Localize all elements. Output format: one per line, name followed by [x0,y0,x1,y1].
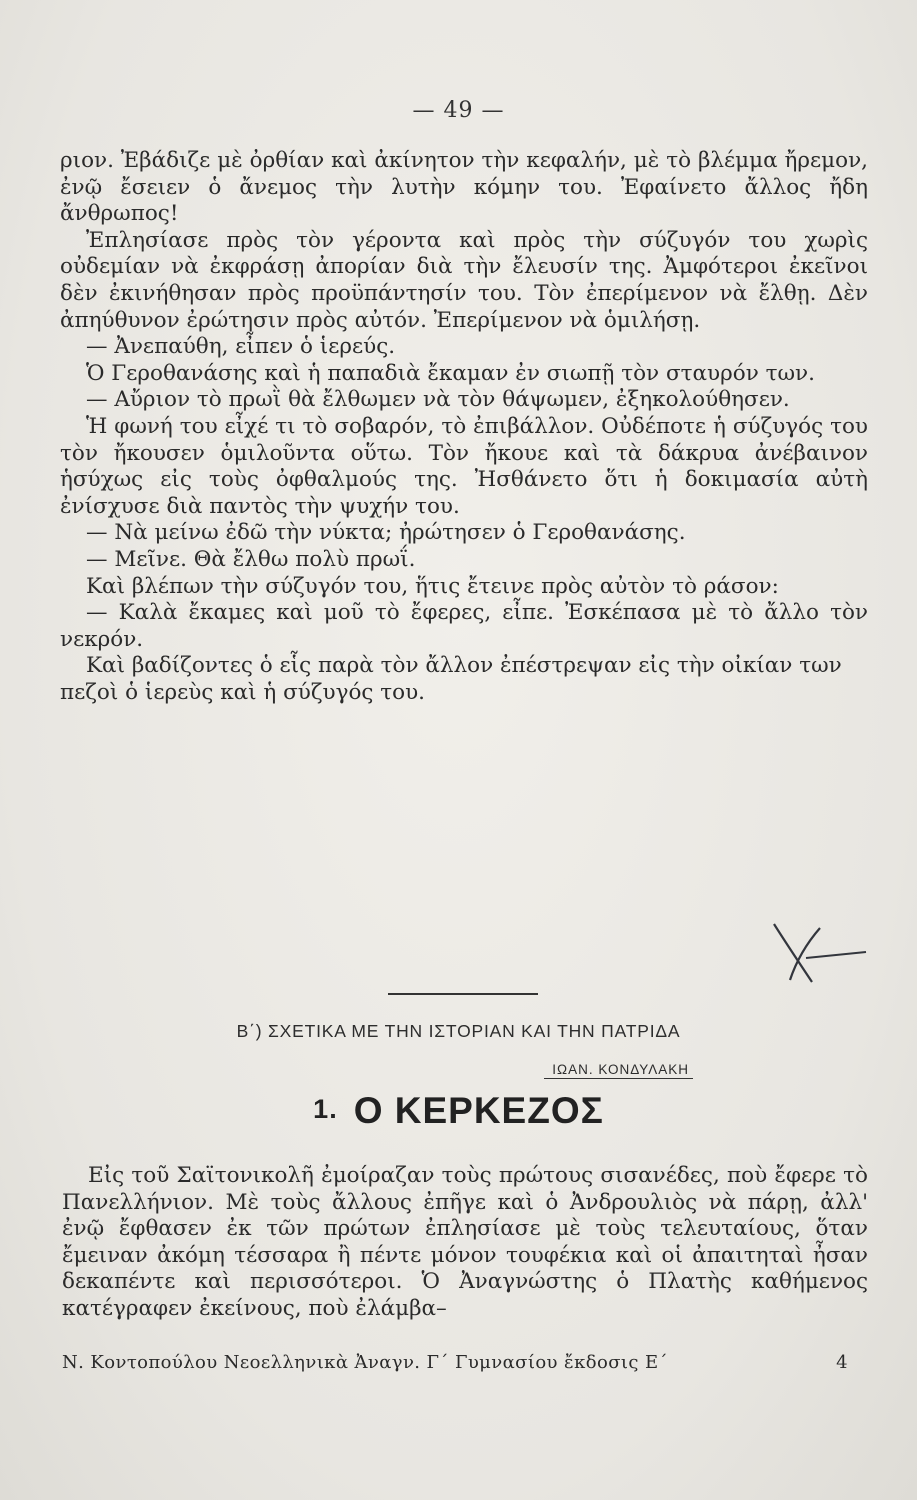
paragraph: Καὶ βλέπων τὴν σύζυγόν του, ἥτις ἔτεινε πρὸς αὐτὸν τὸ ράσον: [86,573,779,599]
story-title-text: Ο ΚΕΡΚΕΖΟΣ [353,1090,604,1131]
paragraph: Ἐπλησίασε πρὸς τὸν γέροντα καὶ πρὸς τὴν σύζυγόν του χωρὶς οὐδεμίαν νὰ ἐκφράσῃ ἀπορίαν διὰ τὴν ἔλευσίν της. Ἀμφότεροι ἐκεῖνοι δὲν ἐκινήθησαν πρὸς προϋπάντησίν του. Τὸν ἐπερίμενον νὰ ἔλθῃ. Δὲν ἀπηύθυνον ἐρώτησιν πρὸς αὐτόν. Ἐπερίμενον νὰ ὁμιλήσῃ. [60,227,868,333]
paragraph: — Νὰ μείνω ἐδῶ τὴν νύκτα; ἠρώτησεν ὁ Γεροθανάσης. [86,520,686,546]
footer-signature: 4 [836,1352,848,1373]
section-heading: Β΄) ΣΧΕΤΙΚΑ ΜΕ ΤΗΝ ΙΣΤΟΡΙΑΝ ΚΑΙ ΤΗΝ ΠΑΤΡΙΔΑ [236,1021,681,1041]
paragraph: Εἰς τοῦ Σαϊτονικολῆ ἐμοίραζαν τοὺς πρώτους σισανέδες, ποὺ ἔφερε τὸ Πανελλήνιον. Μὲ τοὺς ἄλλους ἐπῆγε καὶ ὁ Ἀνδρουλιὸς νὰ πάρῃ, ἀλλ' ἐνῷ ἔφθασεν ἐκ τῶν πρώτων ἐπλησίασε μὲ τοὺς τελευταίους, ὅταν ἔμειναν ἀκόμη τέσσαρα ἢ πέντε μόνον τουφέκια καὶ οἱ ἀπαιτηταὶ ἦσαν δεκαπέντε καὶ περισσότεροι. Ὁ Ἀναγνώστης ὁ Πλατὴς καθήμενος κατέγραφεν ἐκείνους, ποὺ ἐλάμβα– [62,1163,868,1321]
handwritten-x-mark [760,918,870,988]
paragraph: Ὁ Γεροθανάσης καὶ ἡ παπαδιὰ ἔκαμαν ἐν σιωπῇ τὸν σταυρόν των. [86,360,815,386]
story-text [62,1163,868,1323]
text-body [60,148,868,706]
paragraph: — Ἀνεπαύθη, εἶπεν ὁ ἱερεύς. [86,334,396,360]
paragraph: ριον. Ἐβάδιζε μὲ ὀρθίαν καὶ ἀκίνητον τὴν κεφαλήν, μὲ τὸ βλέμμα ἤρεμον, ἐνῷ ἔσειεν ὁ ἄνεμος τὴν λυτὴν κόμην του. Ἐφαίνετο ἄλλος ἤδη ἄνθρωπος! [60,148,868,227]
paragraph: — Αὔριον τὸ πρωῒ θὰ ἔλθωμεν νὰ τὸν θάψωμεν, ἐξηκολούθησεν. [86,387,790,413]
section-divider [388,993,538,995]
paragraph: Καὶ βαδίζοντες ὁ εἷς παρὰ τὸν ἄλλον ἐπέστρεψαν εἰς τὴν οἰκίαν των πεζοὶ ὁ ἱερεὺς καὶ ἡ σύζυγός του. [60,653,842,705]
paragraph: Ἡ φωνή του εἶχέ τι τὸ σοβαρόν, τὸ ἐπιβάλλον. Οὐδέποτε ἡ σύζυγός του τὸν ἤκουσεν ὁμιλοῦντα οὕτω. Τὸν ἤκουε καὶ τὰ δάκρυα ἀνέβαινον ἡσύχως εἰς τοὺς ὀφθαλμούς της. Ἠσθάνετο ὅτι ἡ δοκιμασία αὐτὴ ἐνίσχυσε διὰ παντὸς τὴν ψυχήν του. [60,413,868,519]
author-name: ΙΩΑΝ. ΚΟΝΔΥΛΑΚΗ [544,1062,693,1079]
paragraph: — Καλὰ ἔκαμες καὶ μοῦ τὸ ἔφερες, εἶπε. Ἐσκέπασα μὲ τὸ ἄλλο τὸν νεκρόν. [60,600,868,652]
footer-text: Ν. Κοντοπούλου Νεοελληνικὰ Ἀναγν. Γ΄ Γυμνασίου ἔκδοσις Ε΄ [62,1352,668,1373]
page-number: — 49 — [412,98,505,123]
paragraph: — Μεῖνε. Θὰ ἔλθω πολὺ πρωΐ. [86,546,416,572]
story-title [0,1090,917,1132]
page-footer [62,1352,848,1373]
story-number: 1. [313,1094,338,1124]
